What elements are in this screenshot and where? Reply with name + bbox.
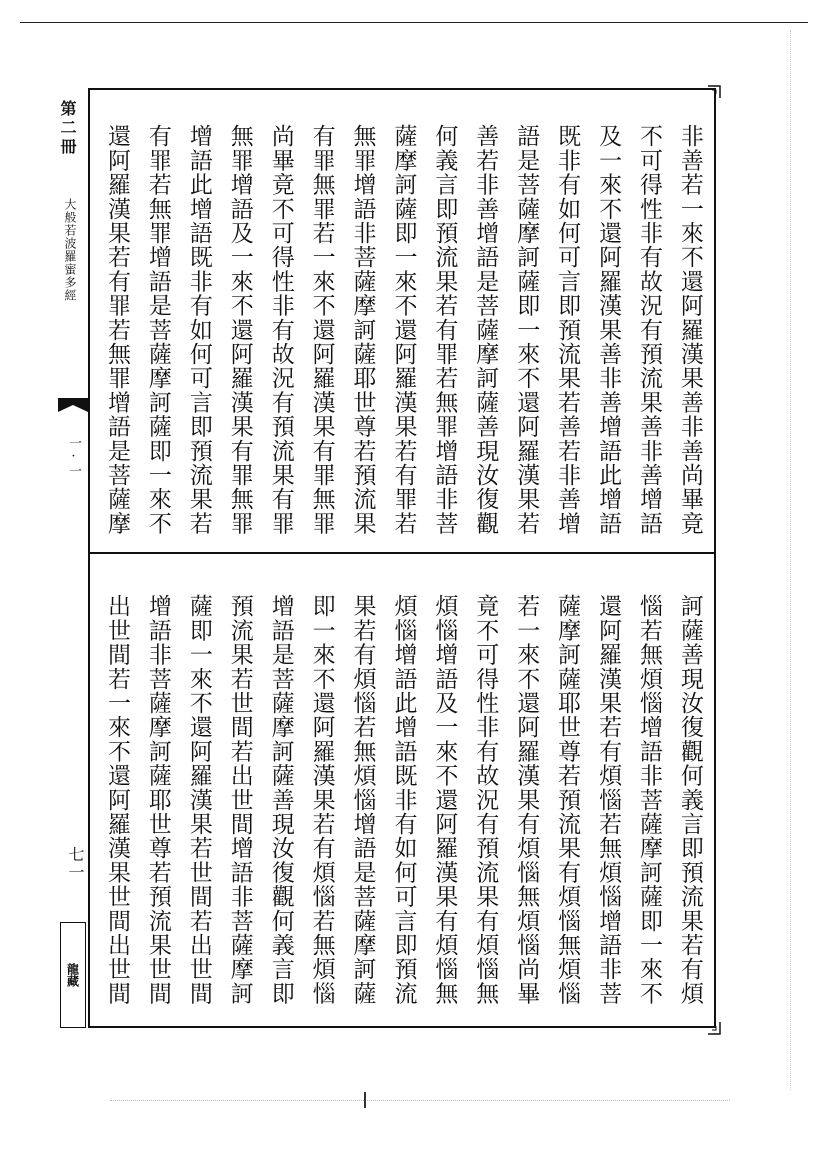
sutra-title: 大般若波羅蜜多經 <box>63 198 77 302</box>
text-column: 出世間若一來不還阿羅漢果世間出世間 <box>104 594 130 1006</box>
text-column: 有罪若無罪增語是菩薩摩訶薩即一來不 <box>144 124 171 536</box>
text-column: 訶薩善現汝復觀何義言即預流果若有煩 <box>676 594 703 1006</box>
text-column: 善若非善增語是菩薩摩訶薩善現汝復觀 <box>472 124 499 536</box>
juan-page-number: 一·一 <box>66 436 81 477</box>
text-column: 惱若無煩惱增語非菩薩摩訶薩即一來不 <box>635 594 662 1006</box>
center-mark <box>364 1092 366 1108</box>
bottom-panel <box>100 594 706 1014</box>
top-panel <box>100 124 706 542</box>
text-column: 薩即一來不還阿羅漢果若世間若出世間 <box>185 594 212 1006</box>
text-column: 增語非菩薩摩訶薩耶世尊若預流果世間 <box>144 594 171 1006</box>
scan-edge-mark <box>790 30 792 1090</box>
text-column: 還阿羅漢果若有罪若無罪增語是菩薩摩 <box>104 124 130 536</box>
page-number: 七一 <box>66 846 85 882</box>
top-rule <box>20 22 808 23</box>
text-frame <box>88 88 716 1028</box>
text-column: 增語此增語既非有如何可言即預流果若 <box>185 124 212 536</box>
text-column: 既非有如何可言即預流果若善若非善增 <box>554 124 581 536</box>
longzang-seal <box>60 922 86 1028</box>
text-column: 薩摩訶薩耶世尊若預流果有煩惱無煩惱 <box>554 594 581 1006</box>
seal-text: 龍藏 <box>65 963 80 987</box>
volume-number: 第二冊 <box>58 100 77 157</box>
text-column: 尚畢竟不可得性非有故況有預流果有罪 <box>267 124 294 536</box>
text-column: 薩摩訶薩即一來不還阿羅漢果若有罪若 <box>390 124 417 536</box>
corner-ornament-icon <box>706 84 722 100</box>
panel-divider <box>90 552 714 554</box>
text-column: 及一來不還阿羅漢果善非善增語此增語 <box>595 124 622 536</box>
corner-ornament-icon <box>706 1020 722 1036</box>
text-column: 不可得性非有故況有預流果善非善增語 <box>635 124 662 536</box>
text-column: 有罪無罪若一來不還阿羅漢果有罪無罪 <box>308 124 335 536</box>
text-column: 果若有煩惱若無煩惱增語是菩薩摩訶薩 <box>349 594 376 1006</box>
text-column: 煩惱增語此增語既非有如何可言即預流 <box>390 594 417 1006</box>
text-column: 若一來不還阿羅漢果有煩惱無煩惱尚畢 <box>513 594 540 1006</box>
text-column: 無罪增語及一來不還阿羅漢果有罪無罪 <box>226 124 253 536</box>
text-column: 竟不可得性非有故況有預流果有煩惱無 <box>472 594 499 1006</box>
text-column: 非善若一來不還阿羅漢果善非善尚畢竟 <box>676 124 703 536</box>
text-column: 何義言即預流果若有罪若無罪增語非菩 <box>431 124 458 536</box>
text-column: 語是菩薩摩訶薩即一來不還阿羅漢果若 <box>513 124 540 536</box>
text-column: 煩惱增語及一來不還阿羅漢果有煩惱無 <box>431 594 458 1006</box>
text-column: 無罪增語非菩薩摩訶薩耶世尊若預流果 <box>349 124 376 536</box>
fishtail-mark-icon <box>58 396 88 414</box>
scan-noise-line <box>110 1100 730 1102</box>
text-column: 還阿羅漢果若有煩惱若無煩惱增語非菩 <box>595 594 622 1006</box>
text-column: 預流果若世間若出世間增語非菩薩摩訶 <box>226 594 253 1006</box>
text-column: 增語是菩薩摩訶薩善現汝復觀何義言即 <box>267 594 294 1006</box>
text-column: 即一來不還阿羅漢果若有煩惱若無煩惱 <box>308 594 335 1006</box>
